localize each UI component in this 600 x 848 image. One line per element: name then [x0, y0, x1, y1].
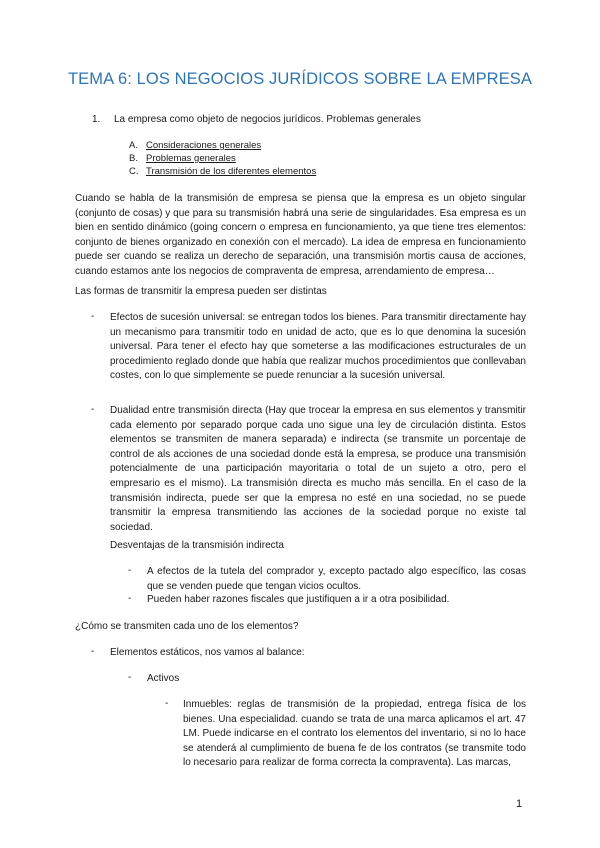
intro-paragraph: Cuando se habla de la transmisión de empresa se piensa que la empresa es un objeto singular (conjunto de cosas) y que para su transmisión habrá una serie de singularidades. Esa empresa es un bien en sentido dinámico (going concern o empresa en funcionamiento, ya que tiene tres elementos: conjunto de bienes organizado en conexión con el mercado). La idea de empresa en funcionamiento puede ser cuando se realiza un derecho de separación, una transmisión mortis causa de acciones, cuando estamos ante los negocios de compraventa de empresa, arrendamiento de empresa…	[75, 193, 526, 277]
real-estate-paragraph: Inmuebles: reglas de transmisión de la propiedad, entrega física de los bienes. Una especialidad. cuando se trata de una marca aplicamos el art. 47 LM. Puede indicarse en el contrato los elementos del inventario, si no lo hace se atenderá al cumplimiento de buena fe de los contratos (se transmite todo lo necesario para realizar de forma correcta la compraventa). Las marcas,	[183, 699, 526, 769]
bullet-universal-succession: Efectos de sucesión universal: se entregan todos los bienes. Para transmitir directamente hay un mecanismo para transmitir todo en unidad de acto, que es lo que denomina la sucesión universal. Para tener el efecto hay que someterse a las modificaciones estructurales de un procedimiento reglado donde que había que realizar muchos procedimientos que conllevaban costes, con lo que simplemente se puede renunciar a la sucesión universal.	[110, 312, 526, 382]
section-number: 1.	[92, 114, 101, 125]
bullet-marker: -	[128, 565, 132, 576]
disadvantages-heading: Desventajas de la transmisión indirecta	[110, 540, 284, 551]
static-elements: Elementos estáticos, nos vamos al balance:	[110, 647, 305, 658]
page-number: 1	[516, 798, 523, 810]
bullet-marker: -	[91, 311, 95, 322]
subitem-link-consideraciones[interactable]: Consideraciones generales	[146, 140, 262, 151]
subitem-letter-a: A.	[129, 140, 138, 151]
assets-label: Activos	[147, 673, 180, 684]
document-title: TEMA 6: LOS NEGOCIOS JURÍDICOS SOBRE LA EMPRESA	[67, 70, 533, 88]
question-heading: ¿Cómo se transmiten cada uno de los elementos?	[75, 621, 299, 632]
bullet-marker: -	[91, 646, 95, 657]
disadvantage-item: A efectos de la tutela del comprador y, excepto pactado algo específico, las cosas que se venden puede que tengan vicios ocultos.	[147, 566, 526, 592]
subitem-link-problemas[interactable]: Problemas generales	[146, 153, 236, 164]
bullet-marker: -	[128, 672, 132, 683]
bullet-marker: -	[165, 698, 169, 709]
subitem-letter-b: B.	[129, 153, 138, 164]
bullet-direct-indirect: Dualidad entre transmisión directa (Hay que trocear la empresa en sus elementos y transmitir cada elemento por separado porque cada uno sigue una ley de circulación distinta. Estos elementos se transmiten de manera separada) e indirecta (se transmite un porcentaje de control de als acciones de una sociedad donde está la empresa, se produce una transmisión potencialmente de una participación mayoritaria o total de un sujeto a otro, pero el empresario es el mismo). La transmisión directa es mucho más sencilla. En el caso de la transmisión indirecta, puede ser que la empresa no esté en una sociedad, no se puede transmitir la empresa transmitiendo las acciones de la sociedad porque no existe tal sociedad.	[110, 405, 526, 533]
subitem-letter-c: C.	[129, 166, 139, 177]
bullet-marker: -	[91, 404, 95, 415]
bullet-marker: -	[128, 593, 132, 604]
subitem-link-transmision[interactable]: Transmisión de los diferentes elementos	[146, 166, 317, 177]
disadvantage-item: Pueden haber razones fiscales que justifiquen a ir a otra posibilidad.	[147, 594, 450, 605]
section-heading: La empresa como objeto de negocios jurídicos. Problemas generales	[114, 114, 421, 125]
forms-intro: Las formas de transmitir la empresa pueden ser distintas	[75, 286, 327, 297]
